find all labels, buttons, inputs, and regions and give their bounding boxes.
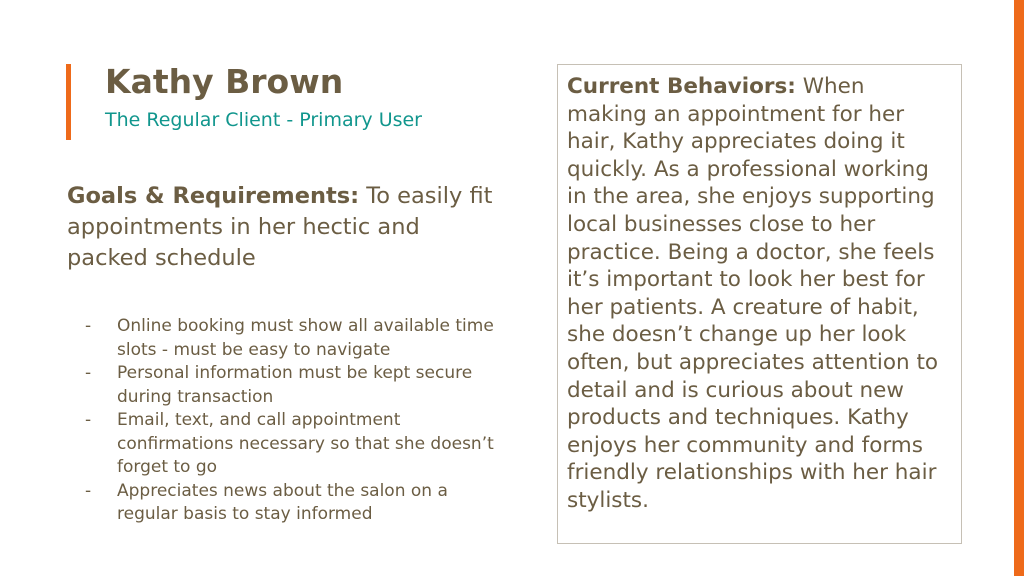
goals-section — [67, 181, 497, 274]
list-item — [85, 409, 495, 480]
behaviors-text: When making an appointment for her hair, Kathy appreciates doing it quickly. As a professional working in the area, she enjoys supporting local businesses close to her practice. Being a doctor, she feels it’s important to look her best for her patients. A creature of habit, she doesn’t change up her look often, but appreciates attention to detail and is curious about new products and techniques. Kathy enjoys her community and forms friendly relationships with her hair stylists. — [567, 74, 939, 513]
list-item — [85, 315, 495, 362]
list-item — [85, 480, 495, 527]
behaviors-label: Current Behaviors: — [567, 74, 796, 99]
list-bullet: - — [85, 480, 92, 501]
list-bullet: - — [85, 316, 92, 336]
requirements-list — [85, 315, 495, 527]
list-item — [85, 362, 495, 409]
edge-accent-bar — [1014, 0, 1024, 576]
list-item-text: Online booking must show all available time slots - must be easy to navigate — [117, 316, 494, 360]
goals-label: Goals & Requirements: — [67, 183, 360, 209]
persona-role: The Regular Client - Primary User — [105, 109, 422, 131]
list-bullet: - — [85, 410, 92, 430]
list-item-text: Email, text, and call appointment confirmations necessary so that she doesn’t forget to go — [117, 410, 494, 477]
current-behaviors-box — [557, 64, 962, 544]
list-bullet: - — [85, 363, 92, 383]
list-item-text: Personal information must be kept secure during transaction — [117, 363, 473, 407]
persona-name: Kathy Brown — [105, 62, 344, 101]
title-accent-bar — [66, 64, 71, 140]
goals-text: To easily fit appointments in her hectic and packed schedule — [67, 183, 493, 271]
list-item-text: Appreciates news about the salon on a regular basis to stay informed — [117, 480, 448, 524]
